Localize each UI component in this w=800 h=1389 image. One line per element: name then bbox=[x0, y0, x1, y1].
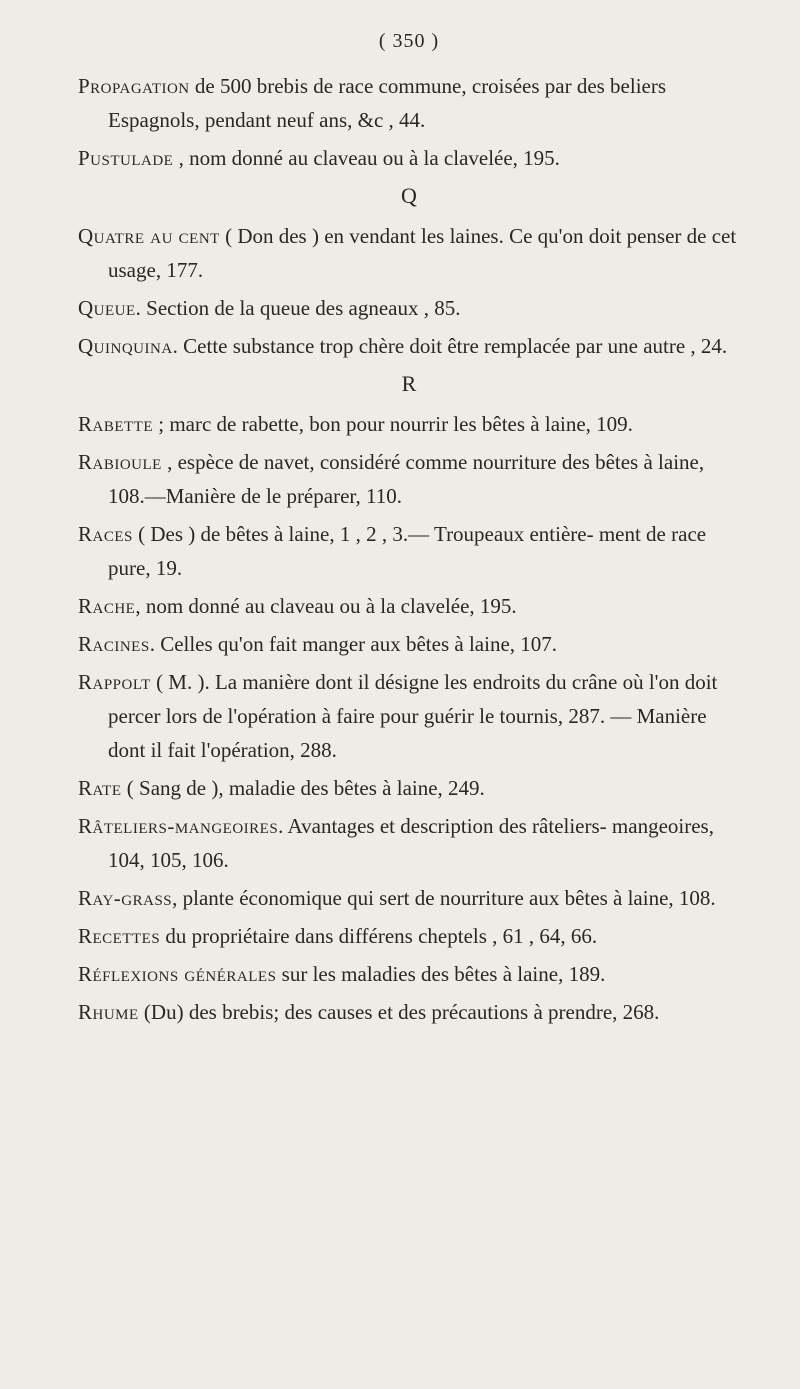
index-entry bbox=[78, 665, 740, 767]
entry-headword: Queue bbox=[78, 296, 136, 320]
entry-headword: Rappolt bbox=[78, 670, 151, 694]
section-letter: R bbox=[401, 371, 417, 396]
entry-text: (Du) des brebis; des causes et des précautions à prendre, 268. bbox=[138, 1000, 660, 1024]
index-entry bbox=[78, 771, 740, 805]
entry-text: , nom donné au claveau ou à la clavelée, 195. bbox=[173, 146, 560, 170]
index-entry bbox=[78, 919, 740, 953]
entry-headword: Rache bbox=[78, 594, 136, 618]
entry-headword: Pustulade bbox=[78, 146, 174, 170]
entry-headword: Recettes bbox=[78, 924, 161, 948]
entry-text: de 500 brebis de race commune, croisées par des beliers Espagnols, pendant neuf ans, &c , 44. bbox=[108, 74, 667, 132]
entry-headword: Rabioule bbox=[78, 450, 162, 474]
entry-headword: Quatre au cent bbox=[78, 224, 220, 248]
index-entry bbox=[78, 219, 740, 287]
index-entry bbox=[78, 445, 740, 513]
section-letter: Q bbox=[401, 183, 417, 208]
index-entry bbox=[78, 627, 740, 661]
entry-headword: Rabette bbox=[78, 412, 153, 436]
index-entry bbox=[78, 141, 740, 175]
entry-text: du propriétaire dans différens cheptels , 61 , 64, 66. bbox=[160, 924, 598, 948]
entry-text: sur les maladies des bêtes à laine, 189. bbox=[276, 962, 606, 986]
entry-headword: Ray-grass bbox=[78, 886, 173, 910]
index-content bbox=[78, 69, 740, 1029]
index-entry bbox=[78, 881, 740, 915]
entry-text: ( M. ). La manière dont il désigne les endroits du crâne où l'on doit percer lors de l'opération à faire pour guérir le tournis, 287. — Manière dont il fait l'opération, 288. bbox=[108, 670, 718, 762]
entry-headword: Propagation bbox=[78, 74, 190, 98]
entry-headword: Races bbox=[78, 522, 133, 546]
entry-headword: Quinquina bbox=[78, 334, 173, 358]
index-entry bbox=[78, 995, 740, 1029]
index-entry bbox=[78, 957, 740, 991]
index-entry bbox=[78, 329, 740, 363]
entry-text: . Cette substance trop chère doit être remplacée par une autre , 24. bbox=[172, 334, 728, 358]
entry-headword: Rhume bbox=[78, 1000, 139, 1024]
entry-headword: Râteliers-mangeoires bbox=[78, 814, 279, 838]
entry-text: ( Don des ) en vendant les laines. Ce qu'on doit penser de cet usage, 177. bbox=[108, 224, 737, 282]
entry-text: ; marc de rabette, bon pour nourrir les bêtes à laine, 109. bbox=[153, 412, 633, 436]
index-entry bbox=[78, 809, 740, 877]
entry-text: , espèce de navet, considéré comme nourriture des bêtes à laine, 108.—Manière de le préparer, 110. bbox=[108, 450, 705, 508]
entry-text: ( Sang de ), maladie des bêtes à laine, 249. bbox=[121, 776, 485, 800]
index-entry bbox=[78, 407, 740, 441]
entry-text: ( Des ) de bêtes à laine, 1 , 2 , 3.— Troupeaux entière- ment de race pure, 19. bbox=[108, 522, 707, 580]
index-entry bbox=[78, 291, 740, 325]
entry-headword: Rate bbox=[78, 776, 122, 800]
index-entry bbox=[78, 589, 740, 623]
entry-headword: Réflexions générales bbox=[78, 962, 277, 986]
index-entry bbox=[78, 517, 740, 585]
entry-text: , plante économique qui sert de nourriture aux bêtes à laine, 108. bbox=[172, 886, 716, 910]
entry-text: . Section de la queue des agneaux , 85. bbox=[135, 296, 461, 320]
page-number: ( 350 ) bbox=[378, 30, 440, 52]
index-entry bbox=[78, 69, 740, 137]
entry-text: , nom donné au claveau ou à la clavelée, 195. bbox=[135, 594, 517, 618]
entry-text: . Celles qu'on fait manger aux bêtes à laine, 107. bbox=[149, 632, 558, 656]
entry-text: . Avantages et description des râteliers- mangeoires, 104, 105, 106. bbox=[108, 814, 714, 872]
entry-headword: Racines bbox=[78, 632, 150, 656]
